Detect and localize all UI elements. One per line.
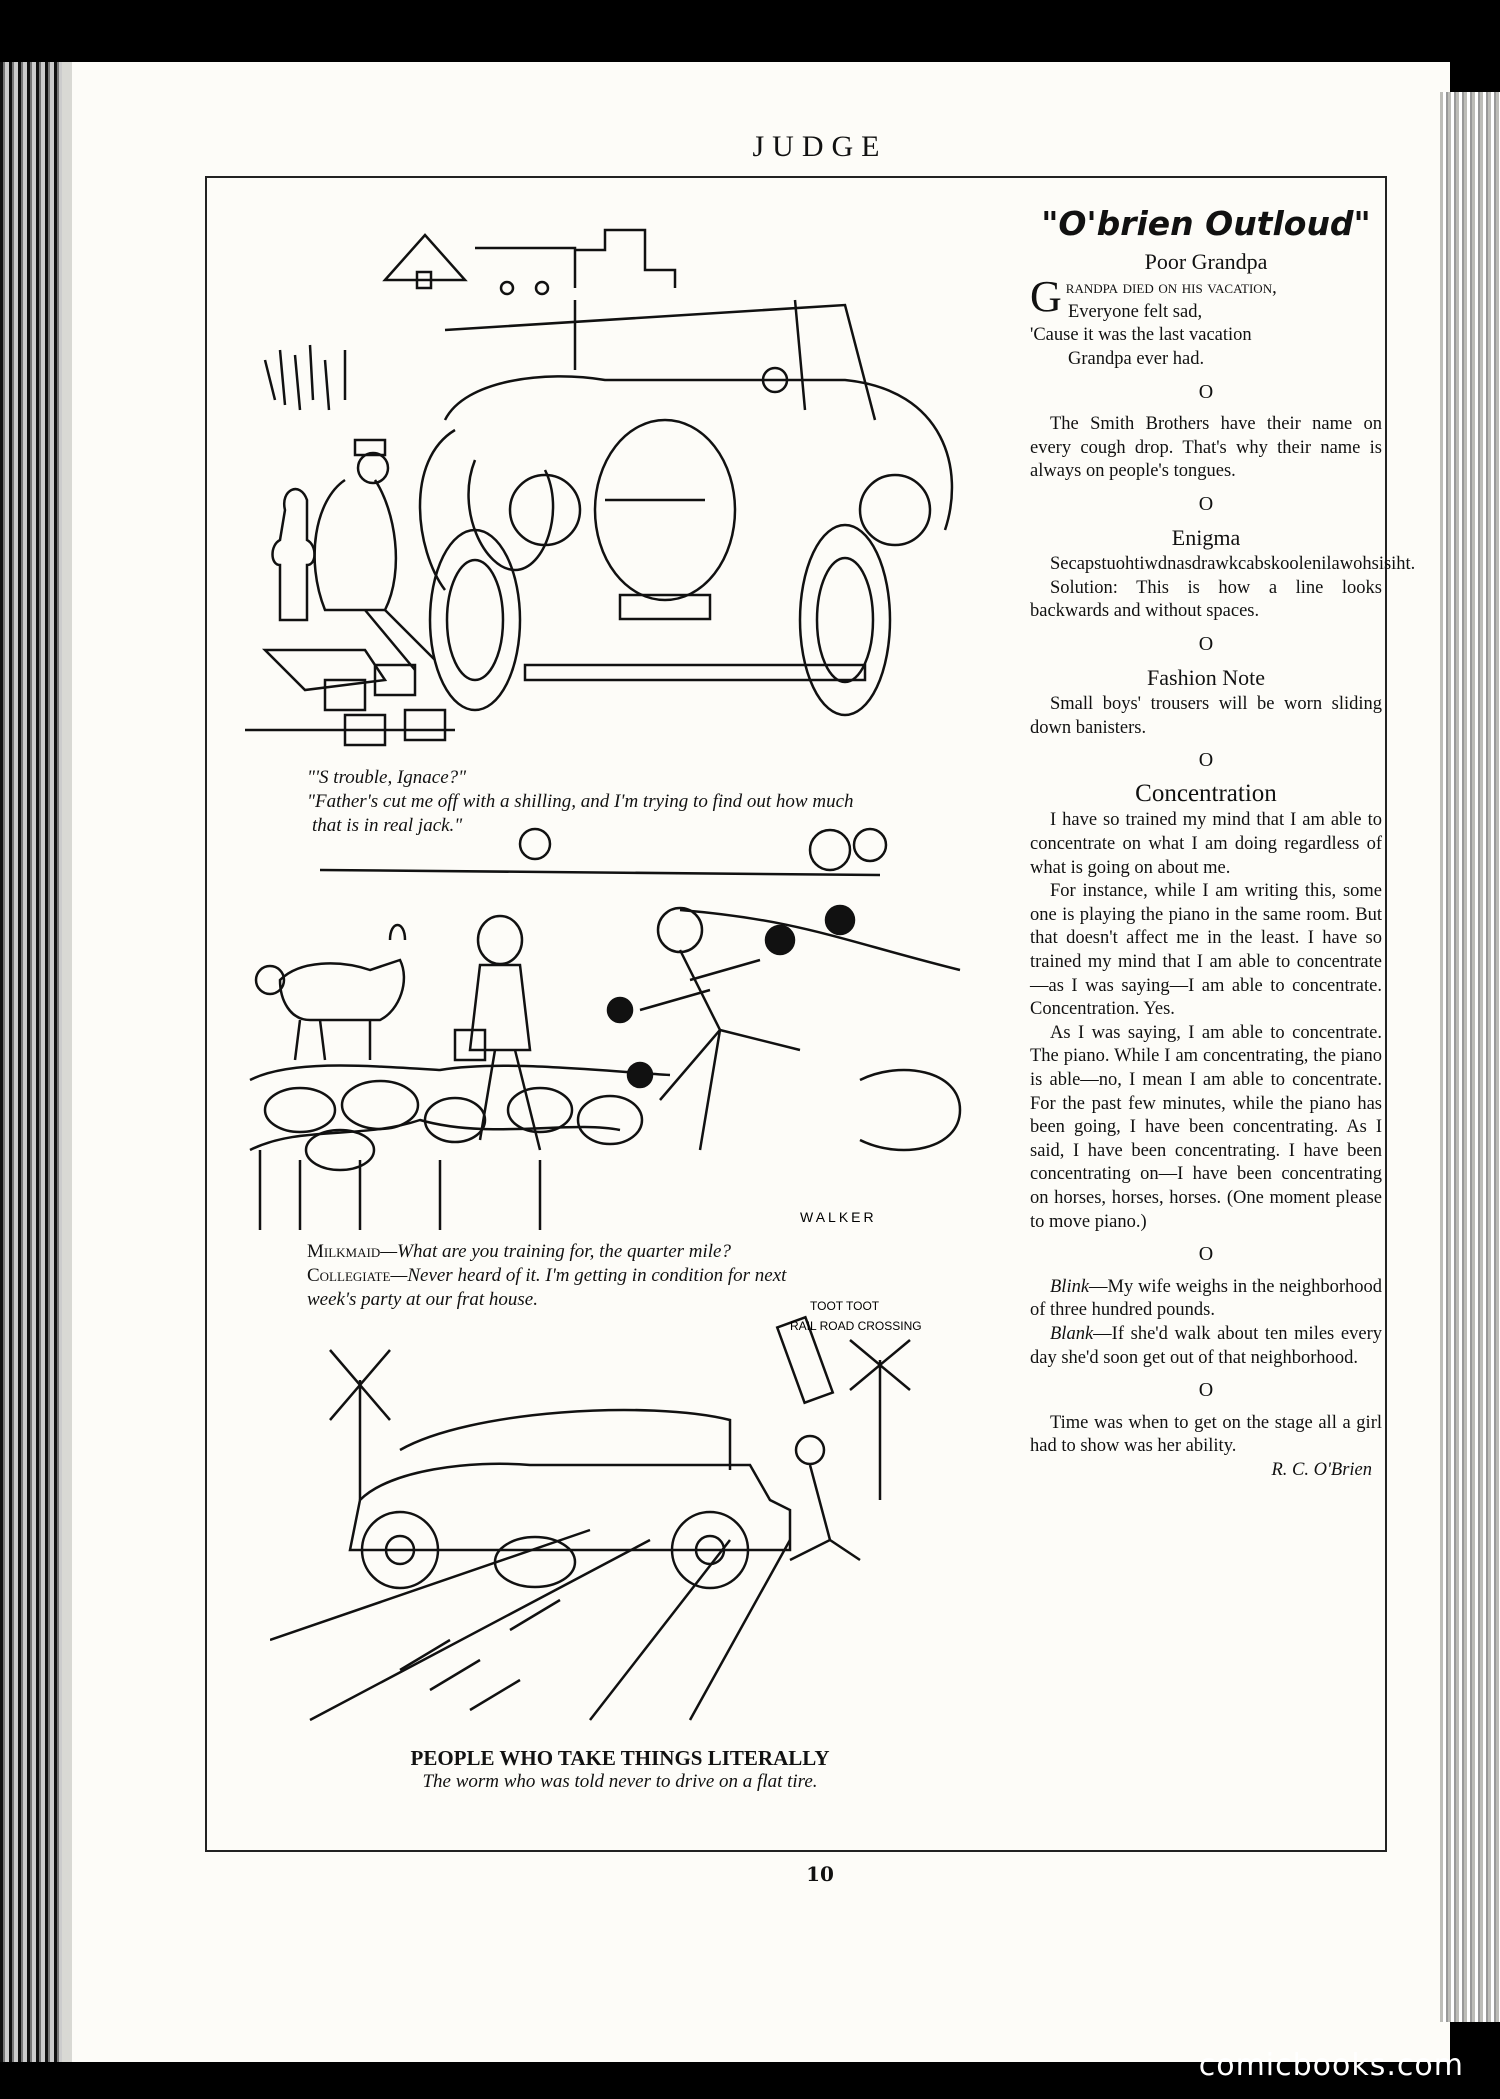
column-paragraph: The Smith Brothers have their name on every cough drop. That's why their name is always on people's tongues. (1030, 414, 1382, 482)
cartoon3-caption (240, 1746, 1000, 1794)
column-paragraph: Blank—If she'd walk about ten miles every day she'd soon get out of that neighborhood. (1030, 1323, 1382, 1368)
column-separator: O (1198, 1379, 1214, 1402)
cartoon2-line3: week's party at our frat house. (307, 1289, 538, 1310)
column-heading: Fashion Note (1147, 664, 1265, 690)
column-paragraph: As I was saying, I am able to concentrate. The piano. While I am concentrating, the piano is able—no, I mean I am able to concentrate. For the past few minutes, while the piano has been going, I have been concentrating. As I said, I have been concentrating. I have been concentrating on—I have been concentrating on horses, horses, horses. (One moment please to move piano.) (1030, 1022, 1382, 1232)
cartoon-railroad-car (270, 1300, 990, 1740)
column-paragraph: Blink—My wife weighs in the neighborhood of three hundred pounds. (1030, 1276, 1382, 1321)
column-paragraph: Small boys' trousers will be worn sliding down banisters. (1030, 694, 1382, 738)
book-spine (0, 62, 62, 2062)
column-signature: R. C. O'Brien (1271, 1459, 1372, 1480)
watermark: comicbooks.com (1198, 2048, 1464, 2083)
cartoon3-subtitle: The worm who was told never to drive on a flat tire. (422, 1771, 818, 1792)
cartoon1-line1: "'S trouble, Ignace?" (307, 767, 467, 788)
column-heading: Enigma (1171, 524, 1241, 550)
drop-cap: G (1030, 272, 1062, 322)
column-heading: Concentration (1135, 779, 1277, 807)
column-body (1030, 248, 1416, 1483)
cartoon1-line2: "Father's cut me off with a shilling, and I'm trying to find out how much (307, 791, 854, 812)
railroad-sign-text: RAIL ROAD CROSSING (790, 1319, 922, 1333)
poem-line: 'Cause it was the last vacation (1030, 325, 1252, 346)
poem-line: Everyone felt sad, (1068, 301, 1203, 322)
toot-text: TOOT TOOT (810, 1300, 880, 1313)
column-paragraph: Time was when to get on the stage all a girl had to show was her ability. (1030, 1412, 1382, 1457)
column-paragraph: Solution: This is how a line looks backwards and without spaces. (1030, 577, 1382, 622)
cartoon-milkmaid-runner (240, 820, 1000, 1240)
cartoon2-line2: —Never heard of it. I'm getting in condition for next (390, 1265, 787, 1286)
cartoon-car-curb (245, 210, 1005, 760)
column-separator: O (1198, 380, 1214, 403)
cartoon2-speaker2: Collegiate (307, 1265, 391, 1286)
column-separator: O (1198, 492, 1214, 515)
page-number: 10 (806, 1862, 834, 1886)
poem-line: Grandpa ever had. (1068, 348, 1205, 369)
column-separator: O (1198, 1243, 1214, 1266)
column-title: "O'brien Outloud" (1041, 204, 1371, 243)
speaker-name: Blink (1050, 1276, 1090, 1297)
page-edges (1440, 92, 1500, 2022)
poem (1030, 272, 1382, 371)
column-heading: Poor Grandpa (1144, 248, 1268, 274)
column-separator: O (1198, 749, 1214, 772)
column-paragraph: For instance, while I am writing this, some one is playing the piano in the same room. But that doesn't affect me in the least. I have so trained my mind that I am able to concentrate—as I was saying—I am able to concentrate. Concentration. Yes. (1030, 881, 1382, 1020)
obrien-column (1030, 204, 1416, 1483)
cartoon1-line3: that is in real jack." (312, 815, 463, 836)
cartoon3-title: PEOPLE WHO TAKE THINGS LITERALLY (410, 1746, 830, 1770)
cartoon2-line1: —What are you training for, the quarter mile? (380, 1241, 731, 1262)
masthead: JUDGE (752, 130, 888, 163)
cartoon2-speaker1: Milkmaid (307, 1241, 381, 1262)
column-separator: O (1198, 632, 1214, 655)
speaker-name: Blank (1050, 1323, 1094, 1344)
column-paragraph: Secapstuohtiwdnasdrawkcabskoolenilawohsisiht. (1050, 554, 1416, 575)
column-paragraph: I have so trained my mind that I am able to concentrate on what I am doing regardless of what is going on about me. (1030, 810, 1382, 878)
poem-line: randpa died on his vacation, (1065, 278, 1277, 299)
cartoon2-signature: WALKER (800, 1209, 877, 1225)
